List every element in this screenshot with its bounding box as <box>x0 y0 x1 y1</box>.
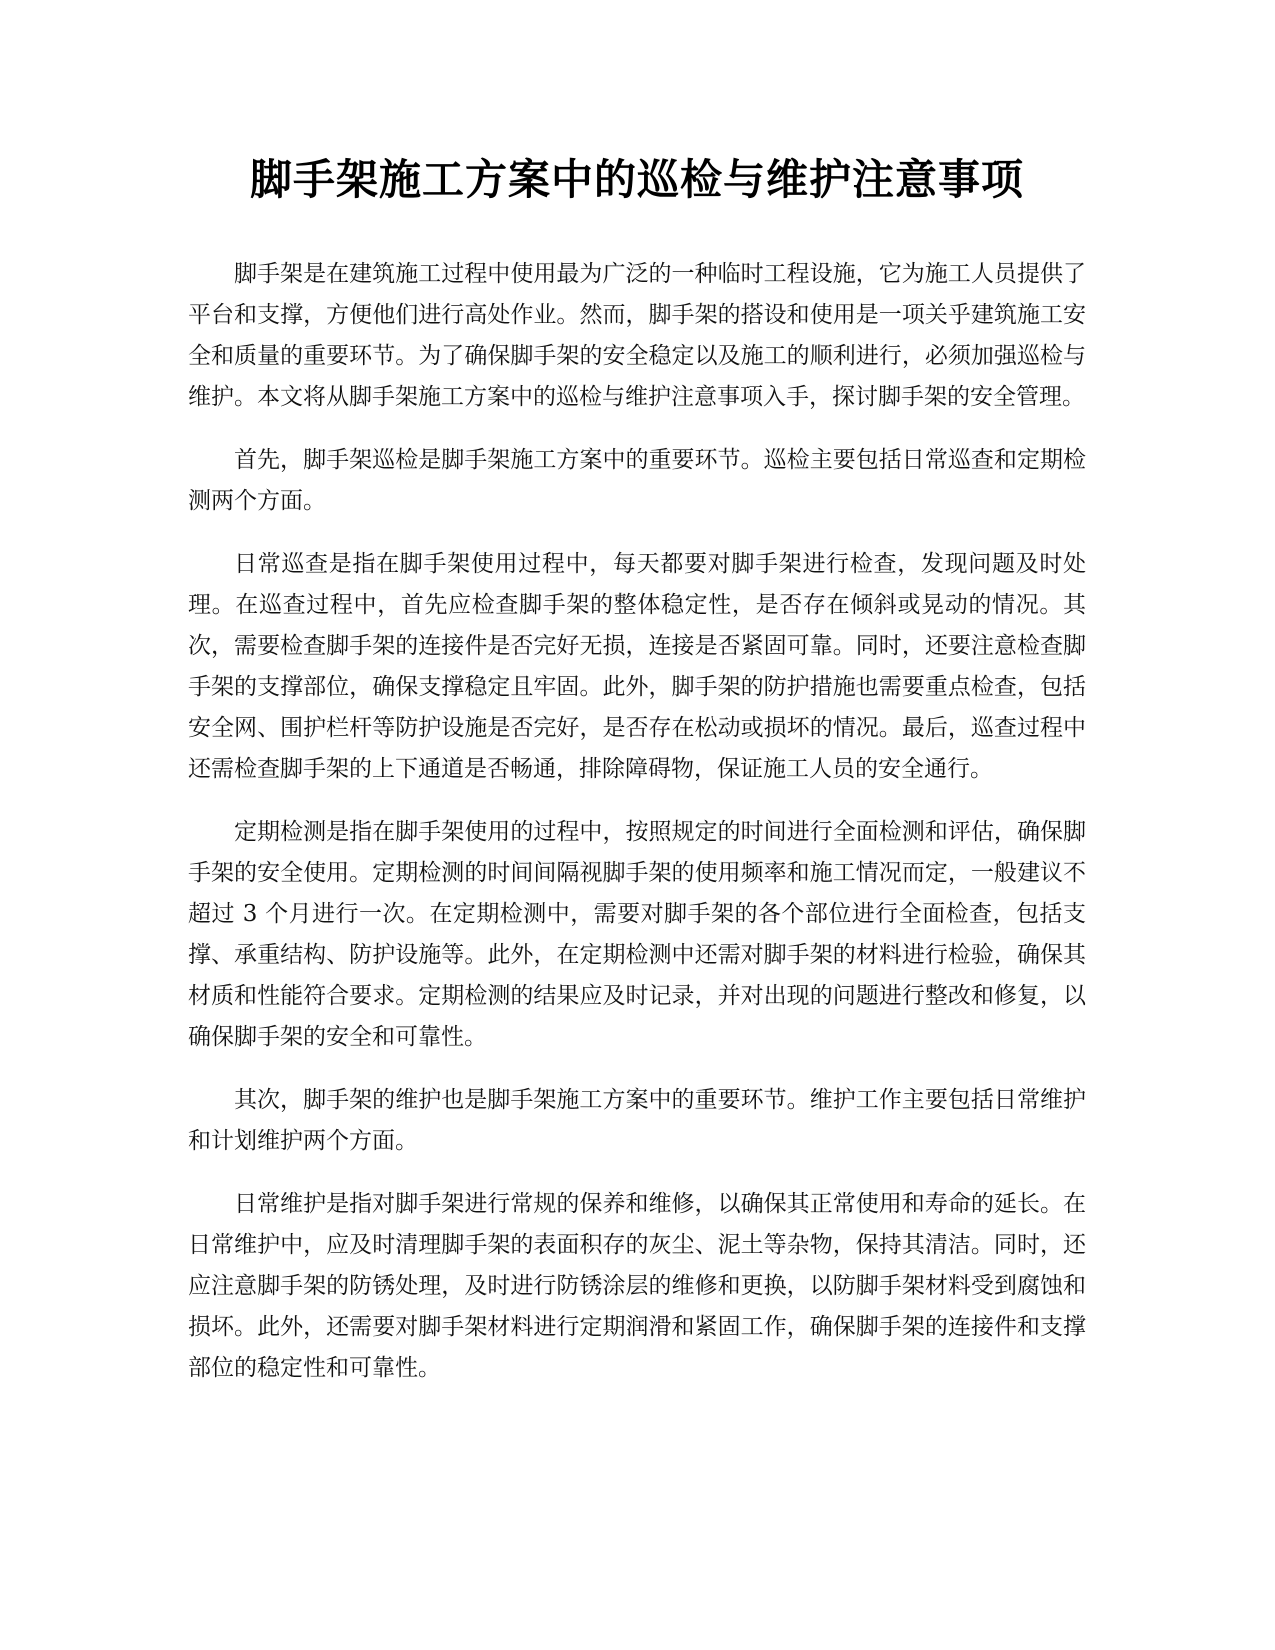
document-title: 脚手架施工方案中的巡检与维护注意事项 <box>249 155 1024 204</box>
paragraph-daily-maintenance: 日常维护是指对脚手架进行常规的保养和维修，以确保其正常使用和寿命的延长。在日常维护中，应及时清理脚手架的表面积存的灰尘、泥土等杂物，保持其清洁。同时，还应注意脚手架的防锈处理，及时进行防锈涂层的维修和更换，以防脚手架材料受到腐蚀和损坏。此外，还需要对脚手架材料进行定期润滑和紧固工作，确保脚手架的连接件和支撑部位的稳定性和可靠性。 <box>188 1191 1086 1381</box>
paragraph-intro: 脚手架是在建筑施工过程中使用最为广泛的一种临时工程设施，它为施工人员提供了平台和支撑，方便他们进行高处作业。然而，脚手架的搭设和使用是一项关乎建筑施工安全和质量的重要环节。为了确保脚手架的安全稳定以及施工的顺利进行，必须加强巡检与维护。本文将从脚手架施工方案中的巡检与维护注意事项入手，探讨脚手架的安全管理。 <box>188 261 1086 410</box>
document-body <box>188 254 1086 1389</box>
paragraph-periodic-testing: 定期检测是指在脚手架使用的过程中，按照规定的时间进行全面检测和评估，确保脚手架的安全使用。定期检测的时间间隔视脚手架的使用频率和施工情况而定，一般建议不超过 3 个月进行一次。在定期检测中，需要对脚手架的各个部位进行全面检查，包括支撑、承重结构、防护设施等。此外，在定期检测中还需对脚手架的材料进行检验，确保其材质和性能符合要求。定期检测的结果应及时记录，并对出现的问题进行整改和修复，以确保脚手架的安全和可靠性。 <box>188 819 1086 1050</box>
paragraph-inspection-overview: 首先，脚手架巡检是脚手架施工方案中的重要环节。巡检主要包括日常巡查和定期检测两个方面。 <box>188 447 1086 514</box>
paragraph-maintenance-overview: 其次，脚手架的维护也是脚手架施工方案中的重要环节。维护工作主要包括日常维护和计划维护两个方面。 <box>188 1087 1086 1154</box>
paragraph-daily-inspection: 日常巡查是指在脚手架使用过程中，每天都要对脚手架进行检查，发现问题及时处理。在巡查过程中，首先应检查脚手架的整体稳定性，是否存在倾斜或晃动的情况。其次，需要检查脚手架的连接件是否完好无损，连接是否紧固可靠。同时，还要注意检查脚手架的支撑部位，确保支撑稳定且牢固。此外，脚手架的防护措施也需要重点检查，包括安全网、围护栏杆等防护设施是否完好，是否存在松动或损坏的情况。最后，巡查过程中还需检查脚手架的上下通道是否畅通，排除障碍物，保证施工人员的安全通行。 <box>188 551 1086 782</box>
